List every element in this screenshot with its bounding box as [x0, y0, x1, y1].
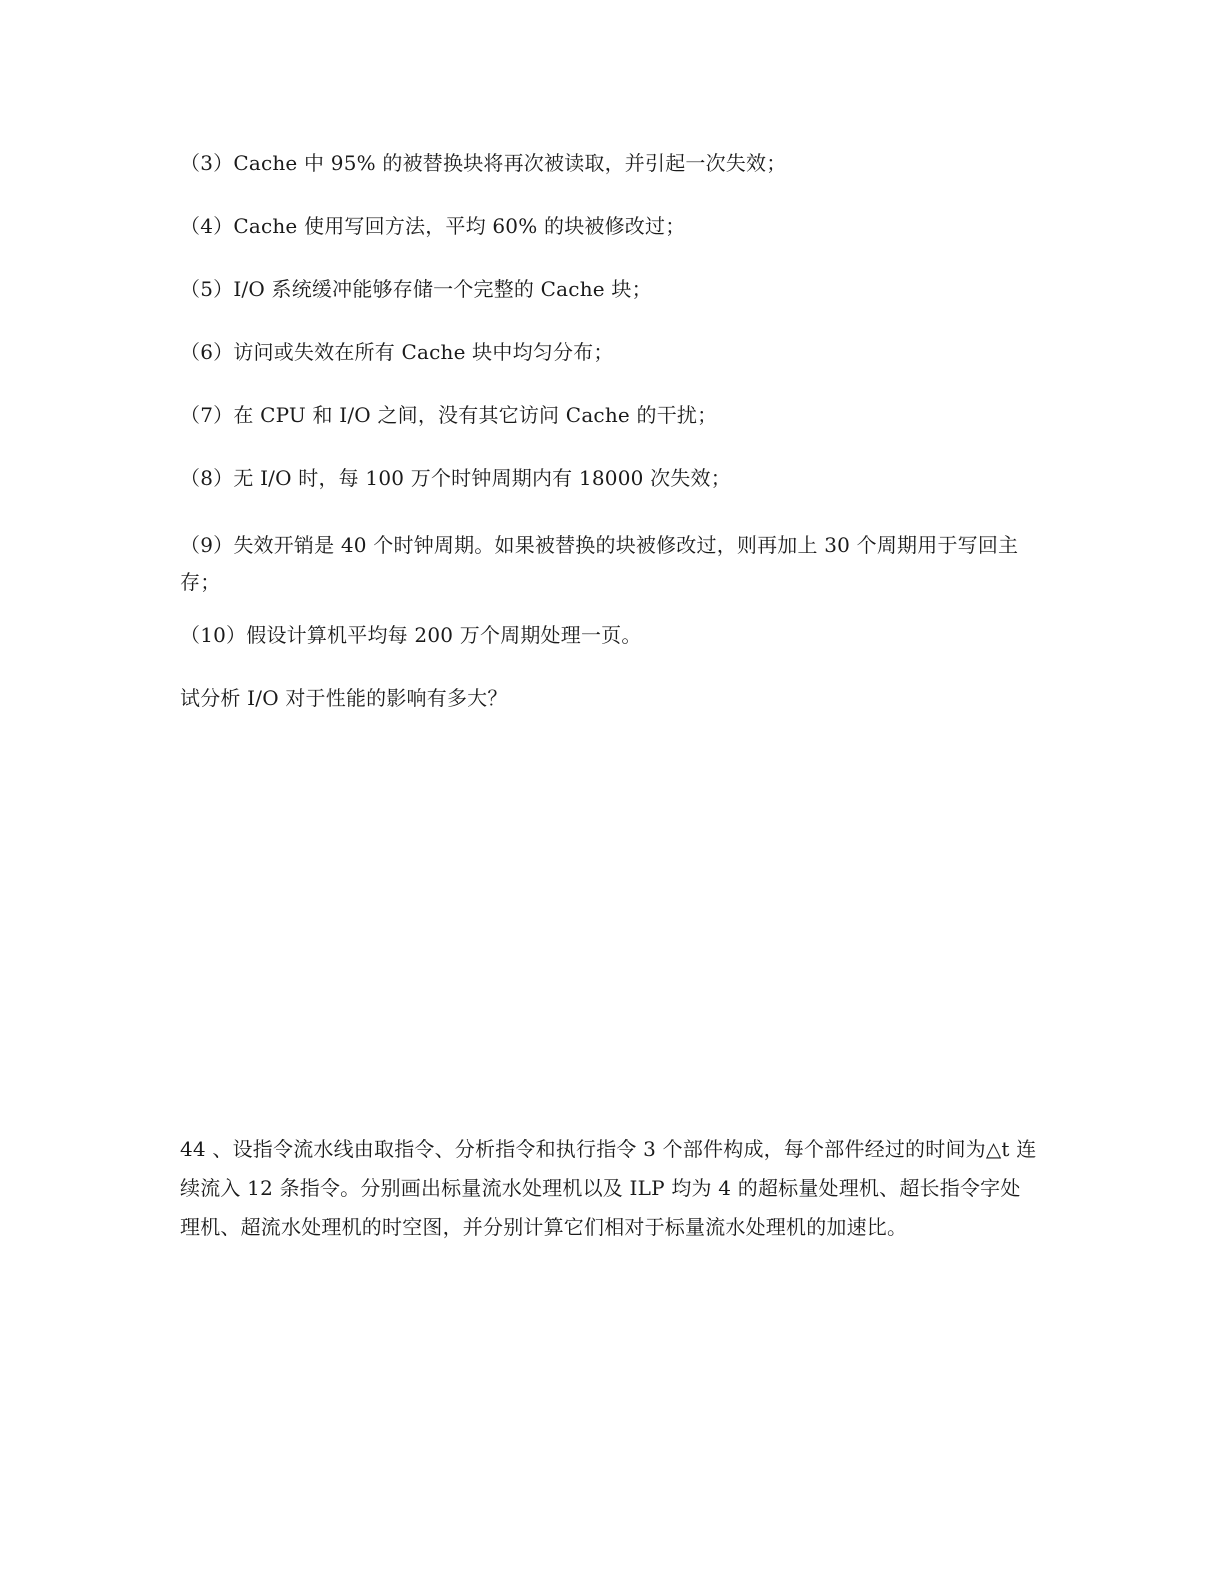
- problem-44: 44 、设指令流水线由取指令、分析指令和执行指令 3 个部件构成，每个部件经过的时间为△t 连续流入 12 条指令。分别画出标量流水处理机以及 ILP 均为 4 的超标量处理机、超长指令字处理机、超流水处理机的时空图，并分别计算它们相对于标量流水处理机的加速比。: [180, 1137, 1037, 1239]
- condition-9: （9）失效开销是 40 个时钟周期。如果被替换的块被修改过，则再加上 30 个周期用于写回主存；: [180, 533, 1019, 594]
- condition-4: （4）Cache 使用写回方法，平均 60% 的块被修改过；: [180, 214, 686, 238]
- condition-3: （3）Cache 中 95% 的被替换块将再次被读取，并引起一次失效；: [180, 151, 787, 175]
- condition-5: （5）I/O 系统缓冲能够存储一个完整的 Cache 块；: [180, 277, 652, 301]
- condition-7: （7）在 CPU 和 I/O 之间，没有其它访问 Cache 的干扰；: [180, 403, 718, 427]
- condition-8: （8）无 I/O 时，每 100 万个时钟周期内有 18000 次失效；: [180, 466, 731, 490]
- question-text: 试分析 I/O 对于性能的影响有多大？: [180, 686, 508, 710]
- condition-6: （6）访问或失效在所有 Cache 块中均匀分布；: [180, 340, 614, 364]
- condition-10: （10）假设计算机平均每 200 万个周期处理一页。: [180, 623, 642, 647]
